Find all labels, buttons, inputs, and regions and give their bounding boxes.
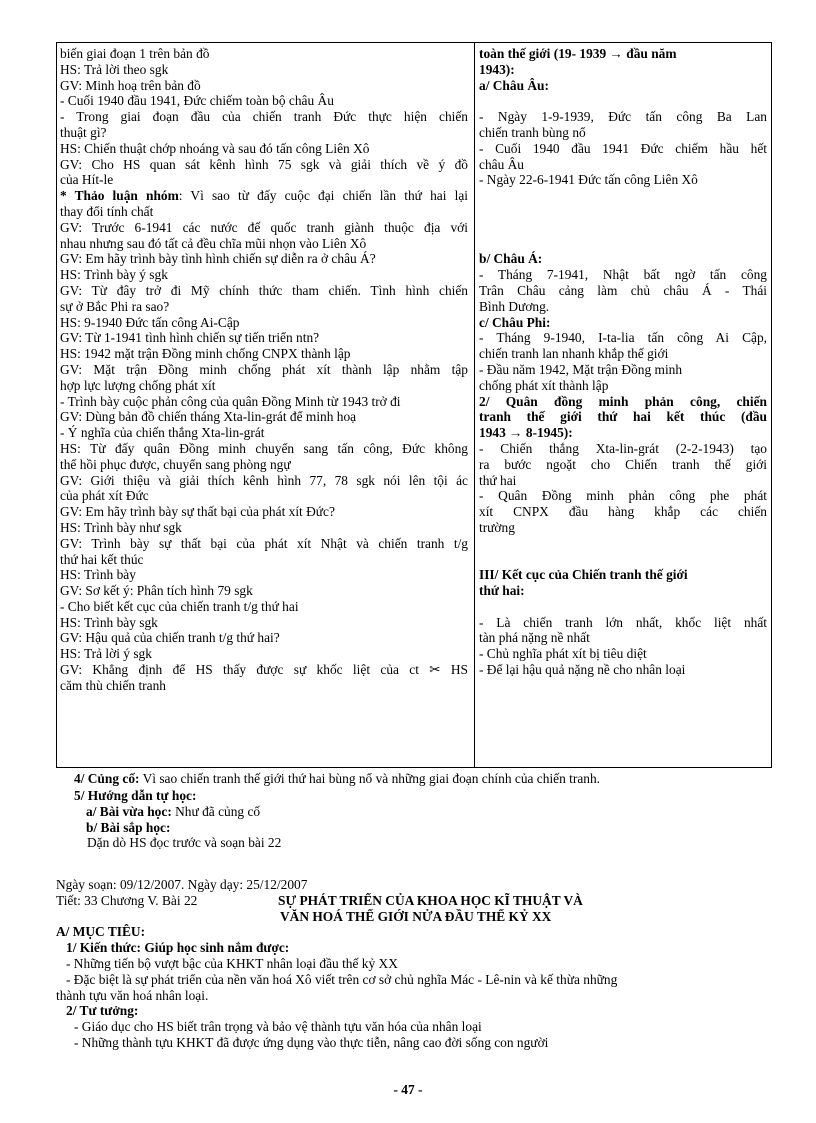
text-line: HS: 1942 mặt trận Đồng minh chống CNPX thành lập (60, 346, 351, 362)
lesson-period: Tiết: 33 Chương V. Bài 22 (56, 892, 198, 908)
text-line: - Ngày 22-6-1941 Đức tấn công Liên Xô (479, 172, 698, 188)
text-line: Trân Châu cảng làm chủ châu Á - Thái (479, 282, 767, 298)
lesson-content (479, 46, 767, 678)
text-line: a/ Châu Âu: (479, 77, 549, 93)
text-line: tàn phá nặng nề nhất (479, 630, 590, 646)
text-line: - Trong giai đoạn đầu của chiến tranh Đức thực hiện chiến (60, 109, 468, 125)
text-line: GV: Khẳng định để HS thấy được sự khốc liệt của ct ✂ HS (60, 662, 468, 678)
lesson-title-line2: VĂN HOÁ THẾ GIỚI NỬA ĐẦU THẾ KỶ XX (280, 908, 552, 924)
consolidation-text: Vì sao chiến tranh thế giới thứ hai bùng nổ và những giai đoạn chính của chiến tranh. (139, 771, 601, 786)
text-line: trường (479, 519, 515, 535)
text-line: HS: Chiến thuật chớp nhoáng và sau đó tấn công Liên Xô (60, 140, 370, 156)
text-line (479, 220, 767, 236)
lesson-table (56, 42, 772, 768)
text-line: thứ hai: (479, 583, 525, 599)
knowledge-item: - Đặc biệt là sự phát triển của nền văn hoá Xô viết trên cơ sở chủ nghĩa Mác - Lê-nin và kế thừa những (66, 971, 618, 987)
text-line: - Quân Đồng minh phản công phe phát (479, 488, 767, 504)
consolidation-line (56, 771, 776, 787)
lesson-title-line1: SỰ PHÁT TRIỂN CỦA KHOA HỌC KĨ THUẬT VÀ (278, 892, 583, 908)
text-line: HS: Trả lời ý sgk (60, 646, 152, 662)
text-line: - Trình bày cuộc phản công của quân Đồng Minh từ 1943 trở đi (60, 393, 401, 409)
text-line: thay đổi tính chất (60, 203, 154, 219)
bold-prefix: * Thảo luận nhóm (60, 188, 179, 204)
text-line: 1943 → 8-1945): (479, 425, 573, 441)
text-line: 1943): (479, 61, 515, 77)
text-line: HS: Trả lời theo sgk (60, 61, 169, 77)
text-line: biến giai đoạn 1 trên bản đồ (60, 46, 210, 61)
text-line: GV: Trước 6-1941 các nước đế quốc tranh giành thuộc địa với (60, 219, 468, 235)
text-line: căm thù chiến tranh (60, 677, 166, 693)
learned-label: a/ Bài vừa học: (86, 803, 172, 819)
text-line: của Hít-le (60, 172, 114, 188)
text-line: - Tháng 9-1940, I-ta-lia tấn công Ai Cập, (479, 330, 767, 346)
text-line: - Chủ nghĩa phát xít bị tiêu diệt (479, 646, 647, 662)
lesson-header (56, 877, 776, 1051)
text-line: GV: Dùng bản đồ chiến tháng Xta-lin-grát để minh hoạ (60, 409, 357, 425)
thought-heading: 2/ Tư tưởng: (66, 1003, 139, 1019)
text-line: HS: Trình bày sgk (60, 614, 158, 630)
text-line: - Cuối 1940 đầu 1941 Đức chiếm hầu hết (479, 140, 767, 156)
objectives-heading: A/ MỤC TIÊU: (56, 924, 146, 940)
knowledge-item: - Những tiến bộ vượt bậc của KHKT nhân loại đầu thế kỷ XX (66, 955, 398, 971)
knowledge-item: thành tựu văn hoá nhân loại. (56, 987, 209, 1003)
next-text: Dặn dò HS đọc trước và soạn bài 22 (87, 835, 282, 851)
text-line: - Để lại hậu quả nặng nề cho nhân loại (479, 662, 686, 678)
learned-text: Như đã củng cố (171, 803, 261, 819)
consolidation-label: 4/ Củng cố: (74, 771, 140, 786)
teacher-student-activities (60, 46, 468, 694)
text-line (60, 188, 468, 204)
text-line (479, 599, 767, 615)
text-line: HS: Trình bày ý sgk (60, 267, 168, 283)
text-line: HS: Trình bày như sgk (60, 519, 182, 535)
text-line: - Ngày 1-9-1939, Đức tấn công Ba Lan (479, 109, 767, 125)
text-line: châu Âu (479, 156, 524, 172)
text-line (479, 536, 767, 552)
text-line: GV: Mặt trận Đồng minh chống phát xít thành lập nhằm tập (60, 361, 468, 377)
text-line: GV: Trình bày sự thất bại của phát xít Nhật và chiến tranh t/g (60, 535, 468, 551)
text-line: b/ Châu Á: (479, 251, 543, 267)
text-line: hợp lực lượng chống phát xít (60, 377, 216, 393)
self-study-heading: 5/ Hướng dẫn tự học: (74, 788, 197, 803)
text-line: - Chiến thắng Xta-lin-grát (2-2-1943) tạo (479, 440, 767, 456)
text-line: 2/ Quân đồng minh phản công, chiến (479, 393, 767, 409)
text-line: - Ý nghĩa của chiến thắng Xta-lin-grát (60, 425, 265, 441)
text-line (479, 188, 767, 204)
text-line: chiến tranh bùng nổ (479, 124, 586, 140)
text-line (479, 552, 767, 568)
text-line: - Đầu năm 1942, Mặt trận Đồng minh (479, 361, 683, 377)
text-line: GV: Cho HS quan sát kênh hình 75 sgk và giải thích về ý đồ (60, 156, 468, 172)
text-line: thể hồi phục được, chuyển sang phòng ngự (60, 456, 291, 472)
text-line: GV: Sơ kết ý: Phân tích hình 79 sgk (60, 583, 253, 599)
text-line: GV: Giới thiệu và giải thích kênh hình 77, 78 sgk nói lên tội ác (60, 472, 468, 488)
text-line: HS: Từ đấy quân Đồng minh chuyển sang tấn công, Đức không (60, 440, 468, 456)
text-line: chống phát xít thành lập (479, 377, 609, 393)
knowledge-heading: 1/ Kiến thức: Giúp học sinh nắm được: (66, 940, 290, 956)
text-line: GV: Hậu quả của chiến tranh t/g thứ hai? (60, 630, 280, 646)
text-line: nhau nhưng sau đó tất cả đều chĩa mũi nhọn vào Liên Xô (60, 235, 367, 251)
text-line: thuật gì? (60, 124, 107, 140)
text-line: xít CNPX đầu hàng khắp các chiến (479, 504, 767, 520)
text-line: GV: Minh hoạ trên bản đồ (60, 77, 201, 93)
text-line: HS: Trình bày (60, 567, 136, 583)
text-line: - Cuối 1940 đầu 1941, Đức chiếm toàn bộ châu Âu (60, 93, 334, 109)
text-line: Bình Dương. (479, 298, 550, 314)
column-divider (474, 43, 475, 767)
text-line: - Là chiến tranh lớn nhất, khốc liệt nhất (479, 614, 767, 630)
text-line: c/ Châu Phi: (479, 314, 551, 330)
text-line: - Cho biết kết cục của chiến tranh t/g thứ hai (60, 598, 299, 614)
thought-item: - Những thành tựu KHKT đã được ứng dụng vào thực tiễn, nâng cao đời sống con người (74, 1034, 549, 1050)
text-line (479, 236, 767, 252)
text-line: thứ hai (479, 472, 517, 488)
thought-item: - Giáo dục cho HS biết trân trọng và bảo vệ thành tựu văn hóa của nhân loại (74, 1019, 482, 1035)
text-line: thứ hai kết thúc (60, 551, 144, 567)
text-line: III/ Kết cục của Chiến tranh thế giới (479, 567, 688, 583)
line-rest: : Vì sao từ đấy cuộc đại chiến lần thứ hai lại (178, 188, 468, 204)
text-line (479, 204, 767, 220)
text-line: toàn thế giới (19- 1939 → đầu năm (479, 46, 677, 61)
text-line (479, 93, 767, 109)
text-line: GV: Từ 1-1941 tình hình chiến sự tiến triển ntn? (60, 330, 320, 346)
text-line: HS: 9-1940 Đức tấn công Ai-Cập (60, 314, 240, 330)
page-number: - 47 - (393, 1082, 423, 1097)
text-line: chiến tranh lan nhanh khắp thế giới (479, 346, 669, 362)
text-line: - Tháng 7-1941, Nhật bất ngờ tấn công (479, 267, 767, 283)
text-line: GV: Em hãy trình bày sự thất bại của phát xít Đức? (60, 504, 335, 520)
text-line: tranh thế giới thứ hai kết thúc (đầu (479, 409, 767, 425)
text-line: sự ở Bắc Phi ra sao? (60, 298, 170, 314)
text-line: của phát xít Đức (60, 488, 149, 504)
text-line: ra bước ngoặt cho Chiến tranh thế giới (479, 456, 767, 472)
self-study-guide (56, 788, 776, 851)
text-line: GV: Từ đây trở đi Mỹ chính thức tham chiến. Tình hình chiến (60, 282, 468, 298)
lesson-dates: Ngày soạn: 09/12/2007. Ngày dạy: 25/12/2007 (56, 877, 308, 892)
text-line: GV: Em hãy trình bày tình hình chiến sự diễn ra ở châu Á? (60, 251, 376, 267)
next-label: b/ Bài sắp học: (86, 819, 171, 835)
